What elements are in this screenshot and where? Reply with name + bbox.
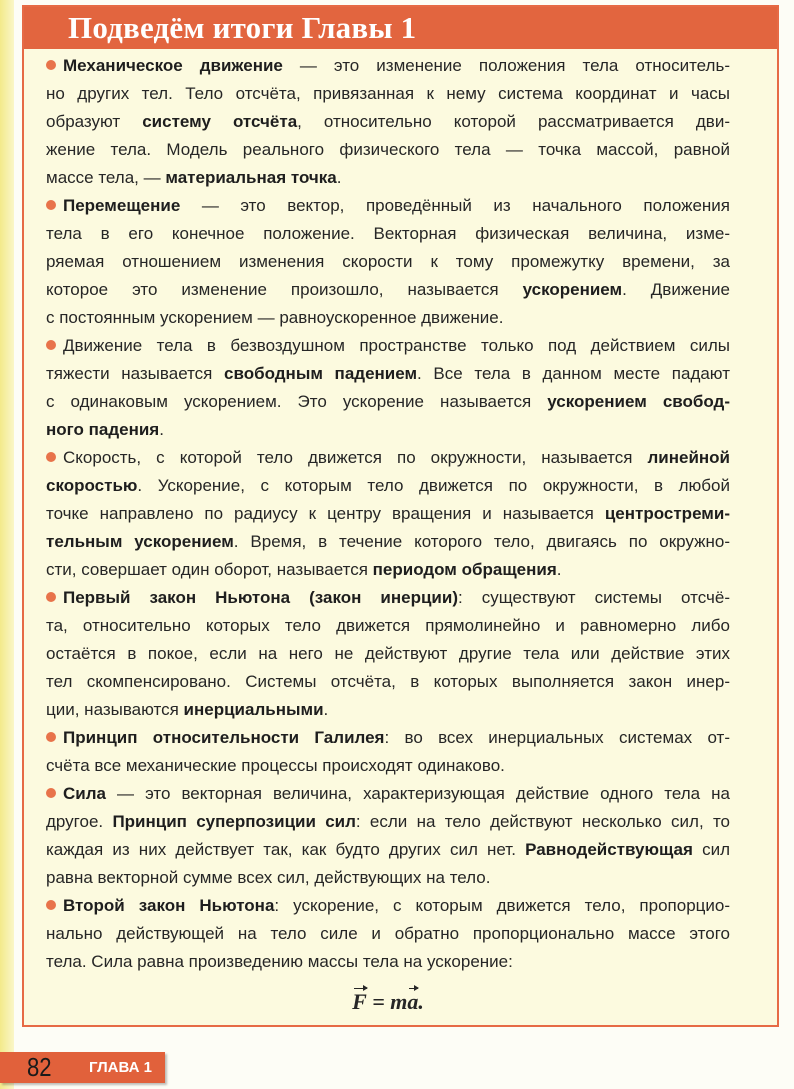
text-segment: остаётся в покое, если на него не действуют другие тела или действие этих xyxy=(46,644,730,663)
text-segment: другое. xyxy=(46,812,113,831)
formula-equals: = m xyxy=(366,989,408,1014)
bullet-icon xyxy=(46,200,56,210)
summary-paragraph xyxy=(46,192,730,332)
text-segment: с одинаковым ускорением. Это ускорение называется xyxy=(46,392,548,411)
text-segment: . Ускорение, с которым тело движется по окружности, в любой xyxy=(137,476,730,495)
text-line xyxy=(46,640,730,668)
vector-a: a xyxy=(407,982,418,1022)
text-segment: . Все тела в данном месте падают xyxy=(417,364,730,383)
text-segment: . xyxy=(556,560,562,579)
text-segment: нально действующей на тело силе и обратно пропорционально массе этого xyxy=(46,924,730,943)
text-line xyxy=(46,248,730,276)
text-line xyxy=(46,864,730,892)
summary-paragraph xyxy=(46,584,730,724)
term-bold: периодом обращения xyxy=(372,560,557,579)
term-bold: ускорением свобод- xyxy=(547,392,730,411)
text-segment: , относительно которой рассматривается дви- xyxy=(297,112,730,131)
text-segment: ции, называются xyxy=(46,700,184,719)
summary-paragraph xyxy=(46,52,730,192)
summary-content xyxy=(46,52,730,1022)
text-line xyxy=(46,164,730,192)
text-line xyxy=(46,276,730,304)
text-line xyxy=(46,136,730,164)
text-line xyxy=(46,360,730,388)
text-line xyxy=(46,696,730,724)
page-footer xyxy=(0,1052,165,1083)
text-line xyxy=(46,80,730,108)
text-line xyxy=(46,528,730,556)
text-line xyxy=(46,388,730,416)
text-line xyxy=(46,892,730,920)
text-segment: : если на тело действуют несколько сил, то xyxy=(355,812,730,831)
text-line xyxy=(46,192,730,220)
text-line xyxy=(46,612,730,640)
text-line xyxy=(46,836,730,864)
text-segment: равна векторной сумме всех сил, действующих на тело. xyxy=(46,868,491,887)
text-line xyxy=(46,52,730,80)
term-bold: Механическое движение xyxy=(63,56,283,75)
text-segment: жение тела. Модель реального физического тела — точка массой, равной xyxy=(46,140,730,159)
bullet-icon xyxy=(46,452,56,462)
text-segment: . xyxy=(323,700,329,719)
term-bold: тельным ускорением xyxy=(46,532,234,551)
text-line xyxy=(46,584,730,612)
bullet-icon xyxy=(46,340,56,350)
text-segment: та, относительно которых тело движется прямолинейно и равномерно либо xyxy=(46,616,730,635)
formula-period: . xyxy=(418,989,424,1014)
text-segment: — это вектор, проведённый из начального положения xyxy=(180,196,730,215)
text-line xyxy=(46,920,730,948)
term-bold: Перемещение xyxy=(63,196,181,215)
bullet-icon xyxy=(46,788,56,798)
term-bold: центростреми- xyxy=(604,504,730,523)
text-line xyxy=(46,472,730,500)
text-segment: . xyxy=(159,420,164,439)
text-segment: тяжести называется xyxy=(46,364,225,383)
text-segment: . Движение xyxy=(622,280,730,299)
term-bold: свободным падением xyxy=(224,364,418,383)
page-title: Подведём итоги Главы 1 xyxy=(68,10,417,45)
text-segment: которое это изменение произошло, называется xyxy=(46,280,523,299)
text-line xyxy=(46,444,730,472)
text-line xyxy=(46,332,730,360)
text-segment: сил xyxy=(692,840,730,859)
summary-paragraph xyxy=(46,780,730,892)
text-segment: тел скомпенсировано. Системы отсчёта, в которых выполняется закон инер- xyxy=(46,672,730,691)
term-bold: скоростью xyxy=(46,476,138,495)
text-line xyxy=(46,108,730,136)
text-segment: — это изменение положения тела относитель- xyxy=(282,56,730,75)
newton-second-law-formula xyxy=(46,982,730,1022)
text-segment: Движение тела в безвоздушном пространстве только под действием силы xyxy=(63,336,730,355)
text-line xyxy=(46,556,730,584)
text-segment: : существуют системы отсчё- xyxy=(457,588,730,607)
summary-paragraph xyxy=(46,892,730,976)
text-segment: : ускорение, с которым движется тело, пропорцио- xyxy=(274,896,730,915)
text-line xyxy=(46,500,730,528)
term-bold: линейной xyxy=(647,448,730,467)
bullet-icon xyxy=(46,900,56,910)
term-bold: Первый закон Ньютона (закон инерции) xyxy=(63,588,458,607)
text-line xyxy=(46,304,730,332)
page-edge-strip xyxy=(0,0,14,1089)
summary-paragraph xyxy=(46,332,730,444)
chapter-label: ГЛАВА 1 xyxy=(89,1059,152,1076)
text-segment: но других тел. Тело отсчёта, привязанная к нему система координат и часы xyxy=(46,84,730,103)
text-line xyxy=(46,416,730,444)
bullet-icon xyxy=(46,732,56,742)
text-segment: счёта все механические процессы происходят одинаково. xyxy=(46,756,505,775)
vector-f: F xyxy=(352,982,367,1022)
summary-header xyxy=(24,7,777,49)
text-line xyxy=(46,780,730,808)
text-segment: тела в его конечное положение. Векторная физическая величина, изме- xyxy=(46,224,730,243)
summary-paragraph xyxy=(46,444,730,584)
text-segment: сти, совершает один оборот, называется xyxy=(46,560,373,579)
text-segment: . xyxy=(336,168,342,187)
term-bold: Равнодействующая xyxy=(525,840,693,859)
term-bold: ускорением xyxy=(522,280,623,299)
term-bold: Принцип относительности Галилея xyxy=(63,728,385,747)
text-segment: образуют xyxy=(46,112,143,131)
text-segment: Скорость, с которой тело движется по окружности, называется xyxy=(63,448,648,467)
text-segment: точке направлено по радиусу к центру вращения и называется xyxy=(46,504,605,523)
summary-paragraph xyxy=(46,724,730,780)
text-segment: тела. Сила равна произведению массы тела на ускорение: xyxy=(46,952,513,971)
term-bold: Принцип суперпозиции сил xyxy=(112,812,356,831)
text-line xyxy=(46,752,730,780)
text-segment: массе тела, — xyxy=(46,168,166,187)
term-bold: материальная точка xyxy=(165,168,337,187)
term-bold: Второй закон Ньютона xyxy=(63,896,275,915)
term-bold: ного падения xyxy=(46,420,160,439)
text-line xyxy=(46,808,730,836)
text-segment: с постоянным ускорением — равноускоренное движение. xyxy=(46,308,504,327)
term-bold: инерциальными xyxy=(183,700,324,719)
text-segment: каждая из них действует так, как будто других сил нет. xyxy=(46,840,526,859)
text-segment: . Время, в течение которого тело, двигаясь по окружно- xyxy=(233,532,730,551)
text-line xyxy=(46,668,730,696)
text-line xyxy=(46,220,730,248)
text-line xyxy=(46,948,730,976)
text-segment: ряемая отношением изменения скорости к тому промежутку времени, за xyxy=(46,252,730,271)
bullet-icon xyxy=(46,592,56,602)
page-number: 82 xyxy=(27,1052,52,1082)
term-bold: Сила xyxy=(63,784,106,803)
text-line xyxy=(46,724,730,752)
text-segment: — это векторная величина, характеризующая действие одного тела на xyxy=(105,784,730,803)
bullet-icon xyxy=(46,60,56,70)
text-segment: : во всех инерциальных системах от- xyxy=(384,728,730,747)
term-bold: систему отсчёта xyxy=(142,112,298,131)
